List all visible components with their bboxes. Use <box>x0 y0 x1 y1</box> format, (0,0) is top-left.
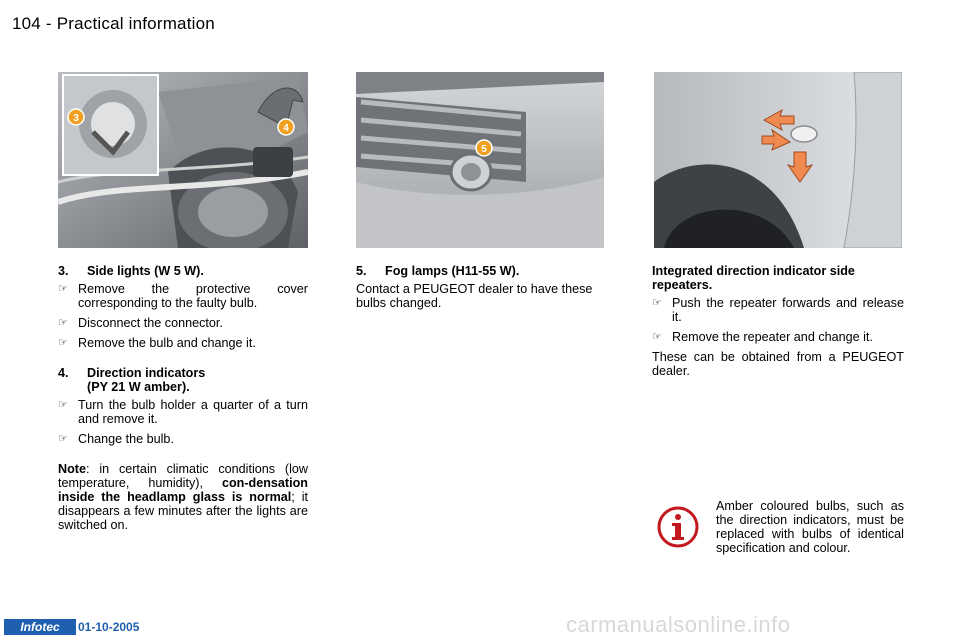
note-label: Note <box>58 462 86 476</box>
callout-5-label: 5 <box>481 144 487 155</box>
fog-lamps-illustration <box>356 72 604 248</box>
bullet-item: ☞ Remove the bulb and change it. <box>58 336 256 350</box>
bullet-item: ☞ Push the repeater forwards and release it. <box>652 296 904 324</box>
side-repeaters-heading: Integrated direction indicator side repeaters. <box>652 264 855 292</box>
hand-pointer-icon: ☞ <box>652 297 662 309</box>
bullet-item: ☞ Disconnect the connector. <box>58 316 223 330</box>
page-title: Practical information <box>56 14 215 33</box>
bullet-item: ☞ Turn the bulb holder a quarter of a turn and remove it. <box>58 398 308 426</box>
hand-pointer-icon: ☞ <box>58 317 68 329</box>
section-3-heading <box>58 264 308 278</box>
section-5-number: 5. <box>356 264 367 278</box>
watermark: carmanualsonline.info <box>566 612 791 637</box>
bullet-item: ☞ Remove the protective cover corresponding to the faulty bulb. <box>58 282 308 310</box>
info-icon <box>656 505 700 549</box>
hand-pointer-icon: ☞ <box>652 331 662 343</box>
hand-pointer-icon: ☞ <box>58 337 68 349</box>
page-header <box>12 14 215 34</box>
side-lights-illustration <box>58 72 308 248</box>
section-4-title: Direction indicators <box>87 366 206 380</box>
hand-pointer-icon: ☞ <box>58 399 68 411</box>
hand-pointer-icon: ☞ <box>58 433 68 445</box>
section-4-subtitle: (PY 21 W amber). <box>87 380 190 394</box>
section-3-title: Side lights (W 5 W). <box>87 264 204 278</box>
section-4-number: 4. <box>58 366 69 380</box>
section-5-title: Fog lamps (H11-55 W). <box>385 264 520 278</box>
section-5-heading <box>356 264 604 278</box>
bullet-item: ☞ Remove the repeater and change it. <box>652 330 873 344</box>
callout-3-label: 3 <box>73 113 79 124</box>
callout-4-label: 4 <box>283 123 289 134</box>
infotec-logo: Infotec <box>4 619 76 635</box>
info-text: Amber coloured bulbs, such as the direction indicators, must be replaced with bulbs of identical specification and colour. <box>716 499 904 555</box>
header-separator: - <box>45 14 52 33</box>
column-1 <box>58 264 308 538</box>
footer-date: 01-10-2005 <box>78 620 140 634</box>
column-2 <box>356 264 604 316</box>
side-repeaters-text: These can be obtained from a PEUGEOT dealer. <box>652 350 904 378</box>
hand-pointer-icon: ☞ <box>58 283 68 295</box>
section-4-heading <box>58 366 308 394</box>
section-5-text: Contact a PEUGEOT dealer to have these bulbs changed. <box>356 282 593 310</box>
note-emphasis: con-densation inside the headlamp glass is normal <box>58 476 308 504</box>
section-3-number: 3. <box>58 264 69 278</box>
bullet-item: ☞ Change the bulb. <box>58 432 174 446</box>
note-paragraph: Note: in certain climatic conditions (low temperature, humidity), con-densation inside the headlamp glass is normal; it disappears a few minutes after the lights are switched on. <box>58 462 308 532</box>
side-repeater-illustration <box>654 72 902 248</box>
column-3 <box>652 264 904 384</box>
page-number: 104 <box>12 14 41 33</box>
